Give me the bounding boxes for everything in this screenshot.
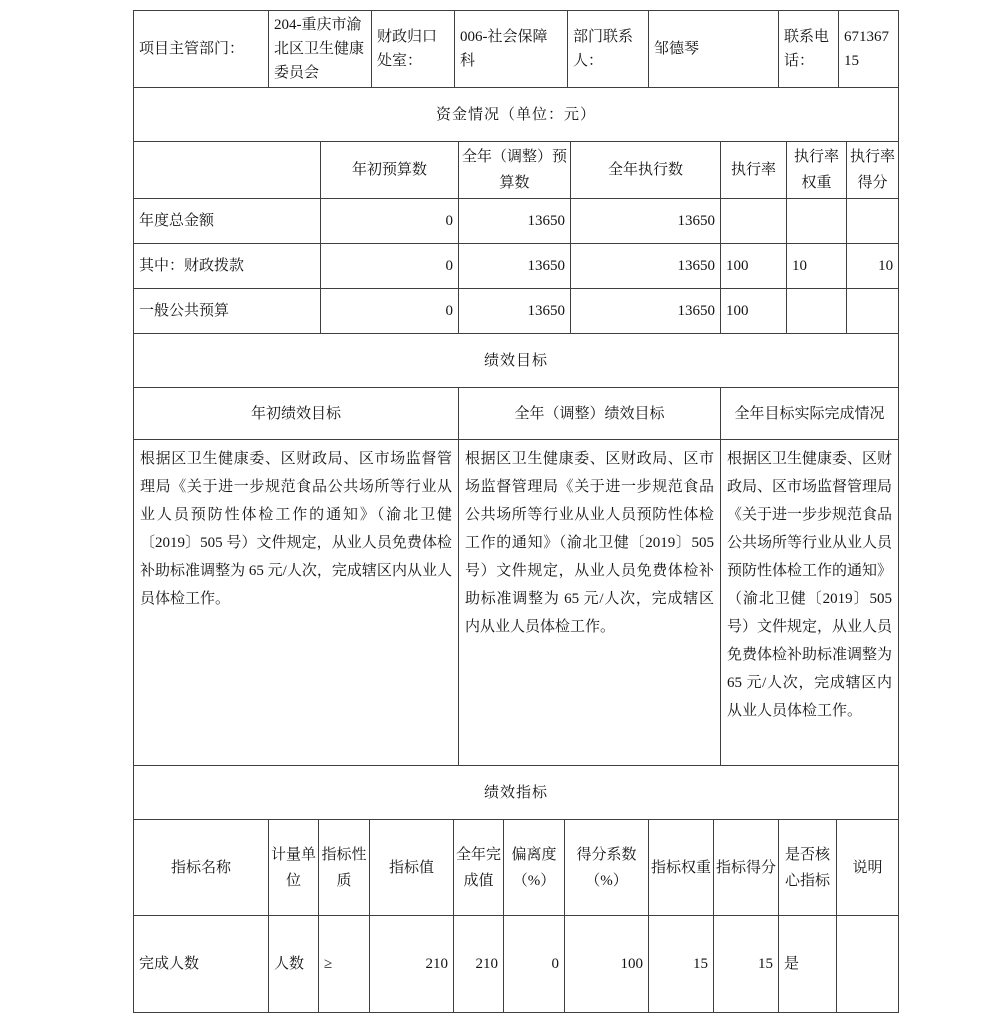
funding-col-header: 全年执行数 <box>571 142 721 199</box>
funding-cell: 0 <box>321 199 459 244</box>
contact-value: 邹德琴 <box>649 11 779 88</box>
funding-cell: 0 <box>321 289 459 334</box>
funding-cell <box>847 289 899 334</box>
indicator-col-header: 指标性质 <box>319 820 370 916</box>
indicators-header-row <box>134 820 899 916</box>
indicator-cell: 人数 <box>269 916 319 1013</box>
indicator-col-header: 偏离度（%） <box>504 820 565 916</box>
goals-header-row <box>134 388 899 440</box>
funding-col-header: 执行率得分 <box>847 142 899 199</box>
indicator-col-header: 得分系数（%） <box>565 820 649 916</box>
indicator-cell: 是 <box>779 916 837 1013</box>
goals-col-header: 全年（调整）绩效目标 <box>459 388 721 440</box>
project-info-table <box>133 10 899 88</box>
indicator-cell <box>837 916 899 1013</box>
goals-col-header: 全年目标实际完成情况 <box>721 388 899 440</box>
funding-cell: 13650 <box>459 289 571 334</box>
funding-cell <box>787 289 847 334</box>
funding-section-title: 资金情况（单位：元） <box>134 88 899 142</box>
funding-cell: 13650 <box>571 199 721 244</box>
goals-title-row <box>134 334 899 388</box>
table-row <box>134 244 899 289</box>
funding-cell: 13650 <box>571 289 721 334</box>
table-row <box>134 199 899 244</box>
phone-value: 67136715 <box>839 11 899 88</box>
funding-cell: 10 <box>847 244 899 289</box>
table-row <box>134 916 899 1013</box>
indicator-cell: 15 <box>649 916 714 1013</box>
funding-cell: 100 <box>721 244 787 289</box>
indicator-cell: 0 <box>504 916 565 1013</box>
contact-label: 部门联系人： <box>568 11 649 88</box>
indicator-cell: 100 <box>565 916 649 1013</box>
indicator-col-header: 指标权重 <box>649 820 714 916</box>
indicator-col-header: 指标得分 <box>714 820 779 916</box>
funding-header-row <box>134 142 899 199</box>
project-dept-label: 项目主管部门： <box>134 11 269 88</box>
indicator-col-header: 说明 <box>837 820 899 916</box>
goal-text-initial: 根据区卫生健康委、区财政局、区市场监督管理局《关于进一步规范食品公共场所等行业从业人员预防性体检工作的通知》（渝北卫健〔2019〕505 号）文件规定，从业人员免费体检补助标准调整为 65 元/人次，完成辖区内从业人员体检工作。 <box>134 440 459 766</box>
performance-report-table <box>133 10 898 1013</box>
indicator-cell: 210 <box>370 916 454 1013</box>
indicator-col-header: 全年完成值 <box>454 820 504 916</box>
funding-cell: 13650 <box>459 244 571 289</box>
funding-cell: 10 <box>787 244 847 289</box>
funding-cell <box>721 199 787 244</box>
goals-section-title: 绩效目标 <box>134 334 899 388</box>
indicator-col-header: 是否核心指标 <box>779 820 837 916</box>
funding-row-label: 年度总金额 <box>134 199 321 244</box>
funding-cell <box>787 199 847 244</box>
phone-label: 联系电话： <box>779 11 839 88</box>
indicator-col-header: 计量单位 <box>269 820 319 916</box>
goals-table <box>133 333 899 766</box>
finance-office-value: 006-社会保障科 <box>455 11 568 88</box>
indicators-section-title: 绩效指标 <box>134 766 899 820</box>
funding-title-row <box>134 88 899 142</box>
indicator-cell: 15 <box>714 916 779 1013</box>
table-row <box>134 289 899 334</box>
funding-row-label: 其中：财政拨款 <box>134 244 321 289</box>
funding-col-header: 全年（调整）预算数 <box>459 142 571 199</box>
indicator-cell: 210 <box>454 916 504 1013</box>
funding-row-label: 一般公共预算 <box>134 289 321 334</box>
goals-col-header: 年初绩效目标 <box>134 388 459 440</box>
goal-text-actual: 根据区卫生健康委、区财政局、区市场监督管理局《关于进一步步规范食品公共场所等行业从业人员预防性体检工作的通知》（渝北卫健〔2019〕505 号）文件规定，从业人员免费体检补助标准调整为 65 元/人次，完成辖区内从业人员体检工作。 <box>721 440 899 766</box>
funding-cell: 0 <box>321 244 459 289</box>
goals-content-row <box>134 440 899 766</box>
funding-col-header: 执行率 <box>721 142 787 199</box>
project-dept-value: 204-重庆市渝北区卫生健康委员会 <box>269 11 372 88</box>
indicator-col-header: 指标名称 <box>134 820 269 916</box>
project-info-row <box>134 11 899 88</box>
indicator-col-header: 指标值 <box>370 820 454 916</box>
funding-cell: 100 <box>721 289 787 334</box>
indicator-cell: ≥ <box>319 916 370 1013</box>
indicators-table <box>133 765 899 1013</box>
goal-text-adjusted: 根据区卫生健康委、区财政局、区市场监督管理局《关于进一步规范食品公共场所等行业从业人员预防性体检工作的通知》（渝北卫健〔2019〕505 号）文件规定，从业人员免费体检补助标准调整为 65 元/人次，完成辖区内从业人员体检工作。 <box>459 440 721 766</box>
funding-col-header: 年初预算数 <box>321 142 459 199</box>
indicator-cell: 完成人数 <box>134 916 269 1013</box>
funding-cell: 13650 <box>571 244 721 289</box>
finance-office-label: 财政归口处室： <box>372 11 455 88</box>
funding-col-header: 执行率权重 <box>787 142 847 199</box>
funding-table <box>133 87 899 334</box>
funding-col-header <box>134 142 321 199</box>
funding-cell: 13650 <box>459 199 571 244</box>
indicators-title-row <box>134 766 899 820</box>
funding-cell <box>847 199 899 244</box>
